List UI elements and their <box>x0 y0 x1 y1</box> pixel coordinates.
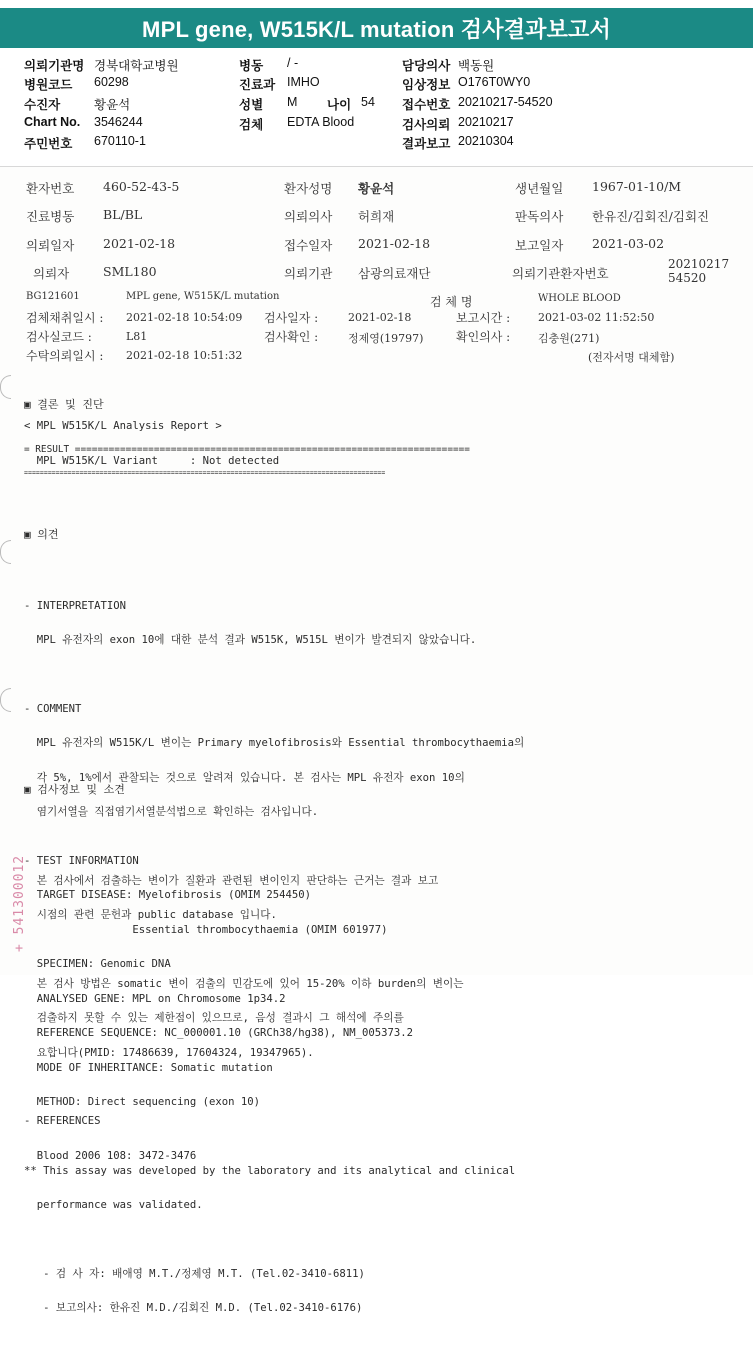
blank-line <box>24 1132 515 1143</box>
collect-time-label: 검체채취일시 : <box>26 311 104 325</box>
specimen-label: 검체 <box>239 118 264 132</box>
confirm-doctor-label: 확인의사 : <box>456 330 511 344</box>
department-label: 진료과 <box>239 78 276 92</box>
requester-value: SML180 <box>103 264 157 279</box>
age-label: 나이 <box>327 98 352 112</box>
result-header-line: = RESULT ====================================================================== <box>24 444 470 455</box>
patient-name-label: 환자성명 <box>284 181 333 196</box>
info-line: Essential thrombocythaemia (OMIM 601977) <box>24 923 388 936</box>
section-title: ▣ 의견 <box>24 528 59 541</box>
receipt-no-label: 접수번호 <box>402 98 451 112</box>
test-name: MPL gene, W515K/L mutation <box>126 291 280 302</box>
report-day-value: 2021-03-02 <box>592 236 665 251</box>
info-line: TARGET DISEASE: Myelofibrosis (OMIM 254450) <box>24 889 312 901</box>
confirm-doctor-value: 김충원(271) <box>538 332 600 345</box>
ward-label: 병동 <box>239 59 264 73</box>
specimen-value: EDTA Blood <box>287 115 355 129</box>
section-conclusion <box>24 398 470 480</box>
department-value: IMHO <box>287 75 320 89</box>
chart-no-value: 3546244 <box>94 115 143 129</box>
reading-doctor-value: 한유진/김회진/김회진 <box>592 209 710 224</box>
opinion-line: 본 검사에서 검출하는 변이가 질환과 관련된 변이인지 판단하는 근거는 결과 보고 <box>24 874 439 887</box>
doctor-label: 담당의사 <box>402 59 451 73</box>
patient-value: 황윤석 <box>94 98 131 112</box>
report-title-banner <box>0 8 753 48</box>
e-signature-note: (전자서명 대체함) <box>588 351 675 364</box>
birth-label: 생년월일 <box>515 181 564 196</box>
req-institution-label: 의뢰기관 <box>284 266 333 281</box>
test-confirm-label: 검사확인 : <box>264 330 319 344</box>
req-date-label: 의뢰일자 <box>26 238 75 253</box>
info-line: - TEST INFORMATION <box>24 854 139 867</box>
sex-value: M <box>287 95 298 109</box>
hospital-code-value: 60298 <box>94 75 129 89</box>
ward-value: / - <box>287 56 299 70</box>
blank-line <box>24 670 524 681</box>
collect-time-value: 2021-02-18 10:54:09 <box>126 311 243 324</box>
scanned-report <box>0 166 753 1314</box>
opinion-line: - COMMENT <box>24 702 82 715</box>
info-line: - 보고의사: 한유진 M.D./김회진 M.D. (Tel.02-3410-6176) <box>24 1302 363 1314</box>
report-time-value: 2021-03-02 11:52:50 <box>538 311 655 324</box>
info-line: MODE OF INHERITANCE: Somatic mutation <box>24 1061 273 1074</box>
opinion-line: 시점의 관련 문헌과 public database 입니다. <box>24 909 277 921</box>
report-heading: < MPL W515K/L Analysis Report > <box>24 420 222 432</box>
resident-no-value: 670110-1 <box>94 134 146 148</box>
info-line: - 검 사 자: 배애영 M.T./정제영 M.T. (Tel.02-3410-6811) <box>24 1267 365 1280</box>
opinion-line: Blood 2006 108: 3472-3476 <box>24 1149 197 1162</box>
req-date-value: 2021-02-18 <box>103 236 176 251</box>
side-stamp: + 541300012 <box>12 854 27 952</box>
report-time-label: 보고시간 : <box>456 311 511 325</box>
doctor-value: 백동원 <box>458 59 495 73</box>
opinion-line: - REFERENCES <box>24 1115 101 1127</box>
receive-date-value: 2021-02-18 <box>358 236 431 251</box>
chart-no-label: Chart No. <box>24 115 81 129</box>
request-date-value: 20210217 <box>458 115 514 129</box>
entrust-time-label: 수탁의뢰일시 : <box>26 349 104 363</box>
punch-hole-mark <box>0 540 11 564</box>
test-confirm-value: 정제영(19797) <box>348 332 424 345</box>
specimen-name-value: WHOLE BLOOD <box>538 293 621 304</box>
info-line: ** This assay was developed by the laboratory and its analytical and clinical <box>24 1164 516 1177</box>
specimen-block <box>26 291 746 371</box>
request-date-label: 검사의뢰 <box>402 118 451 132</box>
result-line: MPL W515K/L Variant : Not detected <box>24 455 280 467</box>
test-date-value: 2021-02-18 <box>348 311 412 324</box>
opinion-line: - INTERPRETATION <box>24 599 127 612</box>
opinion-line: 요합니다(PMID: 17486639, 17604324, 19347965). <box>24 1046 314 1059</box>
opinion-line: 염기서열을 직접염기서열분석법으로 확인하는 검사입니다. <box>24 806 319 818</box>
report-date-value: 20210304 <box>458 134 514 148</box>
patient-label: 수진자 <box>24 98 61 112</box>
clinical-info-value: O176T0WY0 <box>458 75 531 89</box>
req-institution-value: 삼광의료재단 <box>358 266 431 281</box>
receive-date-label: 접수일자 <box>284 238 333 253</box>
hospital-value: 경북대학교병원 <box>94 59 179 73</box>
punch-hole-mark <box>0 688 11 712</box>
patient-no-value: 460-52-43-5 <box>103 179 180 194</box>
info-line: METHOD: Direct sequencing (exon 10) <box>24 1096 260 1108</box>
opinion-line: 검출하지 못할 수 있는 제한점이 있으므로, 음성 결과시 그 해석에 주의를 <box>24 1012 404 1024</box>
test-date-label: 검사일자 : <box>264 311 319 325</box>
info-line: REFERENCE SEQUENCE: NC_000001.10 (GRCh38/hg38), NM_005373.2 <box>24 1027 414 1039</box>
patient-no-label: 환자번호 <box>26 181 75 196</box>
blank-line <box>24 1235 515 1246</box>
info-line: performance was validated. <box>24 1199 203 1211</box>
opinion-line: 각 5%, 1%에서 관찰되는 것으로 알려져 있습니다. 본 검사는 MPL 유전자 exon 10의 <box>24 771 465 784</box>
opinion-line: 본 검사 방법은 somatic 변이 검출의 민감도에 있어 15-20% 이하 burden의 변이는 <box>24 977 464 990</box>
info-line: SPECIMEN: Genomic DNA <box>24 958 171 970</box>
entrust-time-value: 2021-02-18 10:51:32 <box>126 349 243 362</box>
birth-value: 1967-01-10/M <box>592 179 682 194</box>
req-doctor-value: 허희재 <box>358 209 395 224</box>
resident-no-label: 주민번호 <box>24 137 73 151</box>
ward-table-label: 진료병동 <box>26 209 75 224</box>
inst-patient-no-value: 2021021754520 <box>668 257 730 285</box>
req-doctor-label: 의뢰의사 <box>284 209 333 224</box>
sex-label: 성별 <box>239 98 264 112</box>
requester-label: 의뢰자 <box>33 266 70 281</box>
reading-doctor-label: 판독의사 <box>515 209 564 224</box>
specimen-name-label: 검 체 명 <box>430 295 473 309</box>
section-title: ▣ 검사정보 및 소견 <box>24 783 125 796</box>
patient-name-value: 황윤석 <box>358 181 395 196</box>
ward-table-value: BL/BL <box>103 207 143 222</box>
lab-code-value: L81 <box>126 330 148 343</box>
clinical-info-label: 임상정보 <box>402 78 451 92</box>
section-title: ▣ 결론 및 진단 <box>24 398 104 411</box>
age-value: 54 <box>361 95 375 109</box>
info-line: ANALYSED GENE: MPL on Chromosome 1p34.2 <box>24 992 286 1005</box>
section-test-info <box>24 761 515 1361</box>
receipt-no-value: 20210217-54520 <box>458 95 553 109</box>
test-code: BG121601 <box>26 291 80 302</box>
hospital-code-label: 병원코드 <box>24 78 73 92</box>
hospital-label: 의뢰기관명 <box>24 59 85 73</box>
punch-hole-mark <box>0 375 11 399</box>
result-footer-line: =========================================================================================== <box>24 469 386 477</box>
lab-code-label: 검사실코드 : <box>26 330 92 344</box>
report-title: MPL gene, W515K/L mutation 검사결과보고서 <box>142 16 611 42</box>
report-day-label: 보고일자 <box>515 238 564 253</box>
inst-patient-no-label: 의뢰기관환자번호 <box>512 266 609 281</box>
report-date-label: 결과보고 <box>402 137 451 151</box>
opinion-line: MPL 유전자의 W515K/L 변이는 Primary myelofibrosis와 Essential thrombocythaemia의 <box>24 737 525 749</box>
opinion-line: MPL 유전자의 exon 10에 대한 분석 결과 W515K, W515L 변이가 발견되지 않았습니다. <box>24 634 477 646</box>
